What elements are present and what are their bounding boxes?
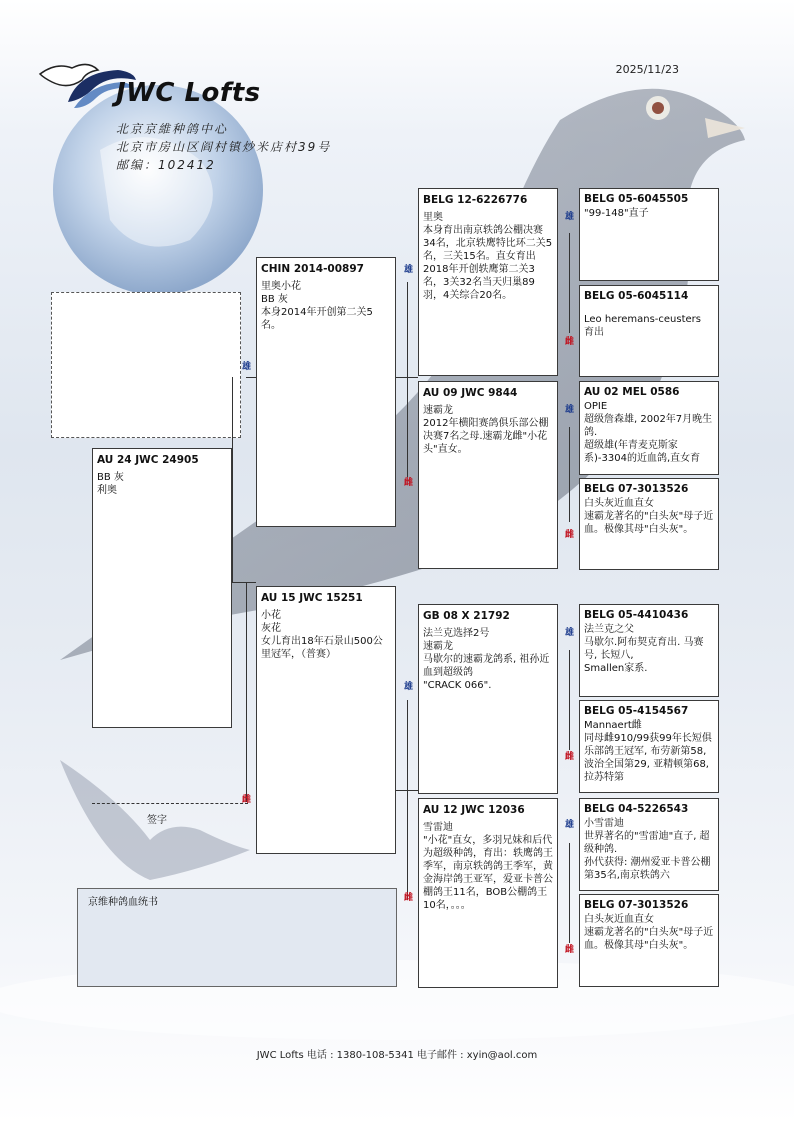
sss-sex-badge: 雄 [564,212,574,222]
sds-sex-badge: 雄 [564,405,574,415]
org-address: 北京市房山区阎村镇炒米店村39号 [116,140,332,154]
dam-dam-sex-badge: 雌 [403,893,413,903]
dam-sire-card [418,604,558,794]
sire-dam-card [418,381,558,569]
sire-sire-description: 里奥 本身育出南京轶鸽公棚决赛34名，北京轶鹰特比环二关5名，三关15名。直女育出2018年开创轶鹰第二关3名，3关32名当天归巢89羽，4关综合20名。 [423,212,553,301]
dsd-ring-number: BELG 05-4154567 [584,705,689,717]
sds-description: OPIE 超级詹森雄, 2002年7月晚生鸽. 超级雄(年青麦克斯家系)-3304的近血鸽,直女育 [584,401,713,464]
dss-card [579,604,719,697]
dds-description: 小雪雷迪 世界著名的"雪雷迪"直子, 超级种鸽. 孙代获得: 潮州爱亚卡普公棚第35名,南京轶鸽六 [584,818,711,881]
sss-card [579,188,719,281]
ddd-description: 白头灰近血直女 速霸龙著名的"白头灰"母子近血。极像其母"白头灰"。 [584,914,714,951]
dam-dam-description: 雪雷迪 "小花"直女，多羽兄妹和后代为超级种鸽，育出：轶鹰鸽王季军，南京轶鸽鸽王季军，黄金海岸鸽王亚军，爱亚卡普公棚鸽王11名，BOB公棚鸽王10名，。。。 [423,822,553,911]
sire-sex-badge: 雄 [241,362,251,372]
sire-sire-ring-number: BELG 12-6226776 [423,194,528,206]
dam-dam-card [418,798,558,988]
connector-dam-line [246,582,247,802]
dam-sire-description: 法兰克选择2号 速霸龙 马歇尔的速霸龙鸽系, 祖孙近血到超级鸽 "CRACK 066". [423,628,550,691]
print-date: 2025/11/23 [615,63,679,76]
sire-dam-ring-number: AU 09 JWC 9844 [423,387,518,399]
sire-dam-description: 速霸龙 2012年横阳赛鸽俱乐部公棚决赛7名之母.速霸龙雌"小花头"直女。 [423,405,549,455]
sire-ring-number: CHIN 2014-00897 [261,263,364,275]
footer-contact: JWC Lofts 电话 : 1380-108-5341 电子邮件 : xyin@aol.com [256,1050,538,1061]
ssd-ring-number: BELG 05-6045114 [584,290,689,302]
dam-sire-sex-badge: 雄 [403,682,413,692]
subject-card [92,448,232,728]
connector-ss [569,233,570,333]
connector-dd [569,843,570,943]
dam-sire-ring-number: GB 08 X 21792 [423,610,510,622]
dds-ring-number: BELG 04-5226543 [584,803,689,815]
sdd-description: 白头灰近血直女 速霸龙著名的"白头灰"母子近血。极像其母"白头灰"。 [584,498,714,535]
connector-sire-ss [396,377,418,378]
connector-ds [569,650,570,750]
dss-sex-badge: 雄 [564,628,574,638]
sdd-card [579,478,719,570]
sds-card [579,381,719,475]
dam-ring-number: AU 15 JWC 15251 [261,592,363,604]
connector-subject-dam [232,582,256,583]
subject-description: BB 灰 利奥 [97,472,124,496]
connector-subject [232,377,247,582]
connector-subject-sire [246,377,256,378]
certificate-box [77,888,397,987]
dam-description: 小花 灰花 女儿育出18年石景山500公里冠军，（普赛） [261,610,383,660]
sire-dam-sex-badge: 雌 [403,478,413,488]
dam-card [256,586,396,854]
org-name: 北京京維种鸽中心 [116,122,229,136]
dsd-description: Mannaert雌 同母雌910/99获99年长短俱乐部鸽王冠军, 布劳新第58, 波治全国第29, 亚精顿第68, 拉苏特第 [584,720,712,783]
ssd-description: Leo heremans-ceusters 育出 [584,314,701,338]
connector-sire [407,282,408,477]
sdd-sex-badge: 雌 [564,530,574,540]
sire-sire-card [418,188,558,376]
ddd-sex-badge: 雌 [564,945,574,955]
sdd-ring-number: BELG 07-3013526 [584,483,689,495]
dsd-card [579,700,719,793]
ssd-card [579,285,719,377]
subject-ring-number: AU 24 JWC 24905 [97,454,199,466]
certificate-label: 京维种鸽血统书 [88,897,158,908]
logo-text: JWC Lofts [116,78,261,108]
ssd-sex-badge: 雌 [564,337,574,347]
org-postcode: 邮编：102412 [116,158,216,172]
connector-dam-ds [396,790,418,791]
signature-label: 签字 [147,815,167,826]
ddd-ring-number: BELG 07-3013526 [584,899,689,911]
signature-line [92,803,248,804]
dsd-sex-badge: 雌 [564,752,574,762]
sire-description: 里奥小花 BB 灰 本身2014年开创第二关5名。 [261,281,373,331]
sds-ring-number: AU 02 MEL 0586 [584,386,680,398]
dam-dam-ring-number: AU 12 JWC 12036 [423,804,525,816]
bird-photo-placeholder [51,292,241,438]
dss-ring-number: BELG 05-4410436 [584,609,689,621]
sss-description: "99-148"直子 [584,208,649,219]
sss-ring-number: BELG 05-6045505 [584,193,689,205]
sire-sire-sex-badge: 雄 [403,265,413,275]
connector-dam [407,700,408,900]
dam-sex-badge: 雌 [241,795,251,805]
connector-sd [569,427,570,522]
dss-description: 法兰克之父 马歇尔.阿布契克育出. 马赛号, 长短八, Smallen家系. [584,624,704,674]
sire-card [256,257,396,527]
dds-sex-badge: 雄 [564,820,574,830]
ddd-card [579,894,719,987]
dds-card [579,798,719,891]
